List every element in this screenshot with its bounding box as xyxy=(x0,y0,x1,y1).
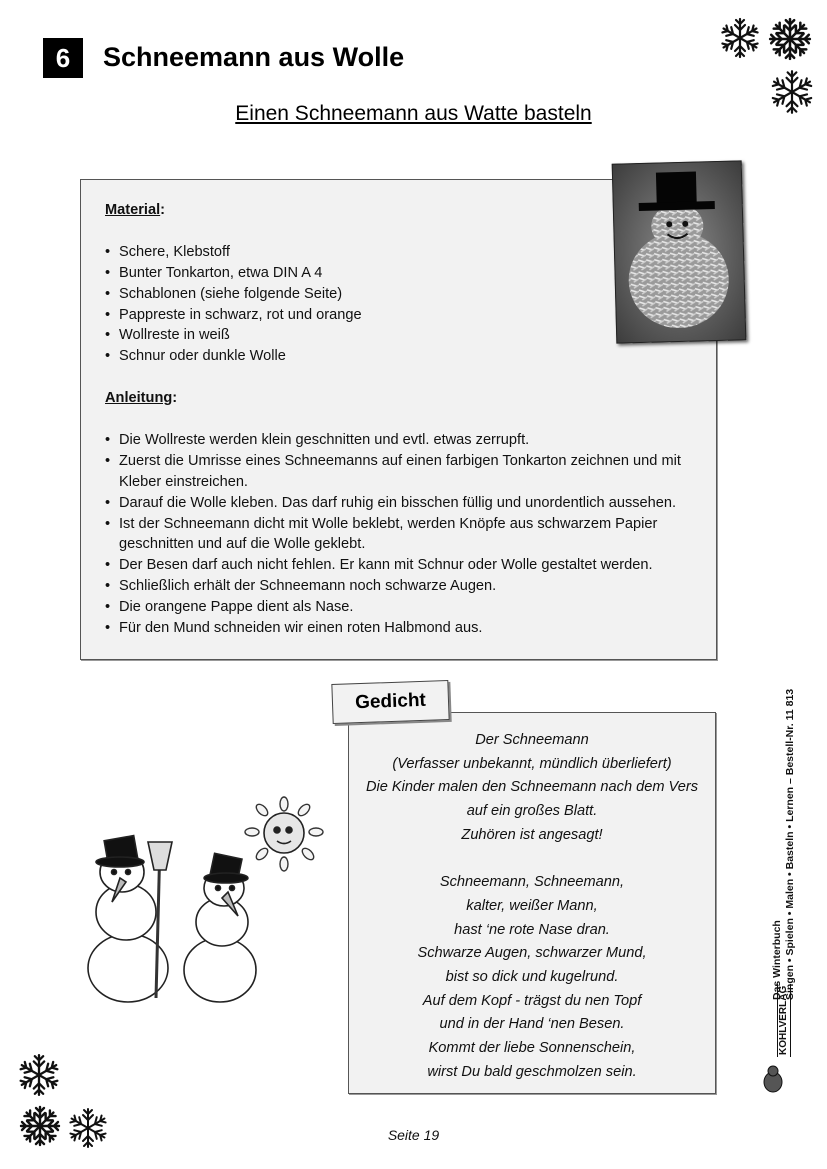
poem-tab: Gedicht xyxy=(331,680,449,724)
poem-line: bist so dick und kugelrund. xyxy=(445,969,619,986)
snowflake-icon xyxy=(767,16,813,62)
page-number: Seite 19 xyxy=(387,1127,440,1143)
list-item: • Wollreste in weiß xyxy=(105,325,710,346)
poem-title: Der Schneemann xyxy=(475,732,589,748)
book-info xyxy=(771,689,797,1000)
publisher-logo: KOHLVERLAG xyxy=(778,985,789,1055)
list-item: • Schließlich erhält der Schneemann noch schwarze Augen. xyxy=(105,576,710,597)
snowflake-icon xyxy=(16,1052,62,1098)
list-item: • Die orangene Pappe dient als Nase. xyxy=(105,597,710,618)
book-subtitle: Singen • Spielen • Malen • Basteln • Lernen – Bestell-Nr. 11 813 xyxy=(784,688,796,1000)
poem-line: Zuhören ist angesagt! xyxy=(461,826,603,843)
list-item: • Schablonen (siehe folgende Seite) xyxy=(105,284,710,305)
material-heading: Material: xyxy=(105,202,166,218)
snowflake-icon xyxy=(718,16,762,60)
list-item: • Zuerst die Umrisse eines Schneemanns auf einen farbigen Tonkarton zeichnen und mit Kleber einstreichen. xyxy=(105,451,709,493)
list-item: • Pappreste in schwarz, rot und orange xyxy=(105,305,710,326)
list-item: • Darauf die Wolle kleben. Das darf ruhig ein bisschen füllig und unordentlich aussehen. xyxy=(105,493,710,514)
chapter-number: 6 xyxy=(43,38,83,78)
snowflake-icon xyxy=(768,68,816,116)
poem-line: und in der Hand ‘nen Besen. xyxy=(439,1016,625,1033)
list-item: • Ist der Schneemann dicht mit Wolle beklebt, werden Knöpfe aus schwarzem Papier geschnitten und auf die Wolle geklebt. xyxy=(105,514,709,556)
poem-line: kalter, weißer Mann, xyxy=(466,897,598,914)
page-title: Schneemann aus Wolle xyxy=(103,42,405,72)
poem-line: wirst Du bald geschmolzen sein. xyxy=(427,1063,637,1080)
list-item: • Schnur oder dunkle Wolle xyxy=(105,346,710,367)
poem-content xyxy=(349,729,715,1085)
book-title: Das Winterbuch xyxy=(771,920,783,1000)
poem-line: Schneemann, Schneemann, xyxy=(439,874,625,891)
page-subtitle: Einen Schneemann aus Watte basteln xyxy=(235,102,592,125)
poem-line: hast ‘ne rote Nase dran. xyxy=(454,921,610,938)
wool-snowman-photo xyxy=(612,160,747,343)
poem-line: Die Kinder malen den Schneemann nach dem Vers xyxy=(365,779,699,796)
list-item: • Bunter Tonkarton, etwa DIN A 4 xyxy=(105,263,710,284)
poem-line: Kommt der liebe Sonnenschein, xyxy=(428,1040,636,1057)
poem-line: Schwarze Augen, schwarzer Mund, xyxy=(417,945,647,962)
snowman-icon xyxy=(78,790,328,1005)
list-item: • Der Besen darf auch nicht fehlen. Er kann mit Schnur oder Wolle gestaltet werden. xyxy=(105,555,710,576)
poem-line: auf ein großes Blatt. xyxy=(466,803,598,820)
sun-icon xyxy=(245,797,323,871)
poem-line: Auf dem Kopf - trägst du nen Topf xyxy=(422,992,642,1009)
list-item: • Schere, Klebstoff xyxy=(105,242,710,263)
instructions-list xyxy=(105,430,710,639)
list-item: • Die Wollreste werden klein geschnitten und evtl. etwas zerrupft. xyxy=(105,430,710,451)
poem-box xyxy=(348,712,716,1094)
poem-line: (Verfasser unbekannt, mündlich überliefert) xyxy=(392,755,672,772)
instructions-heading: Anleitung: xyxy=(105,390,178,407)
publisher-mascot-icon xyxy=(762,1064,784,1094)
list-item: • Für den Mund schneiden wir einen roten Halbmond aus. xyxy=(105,618,710,639)
